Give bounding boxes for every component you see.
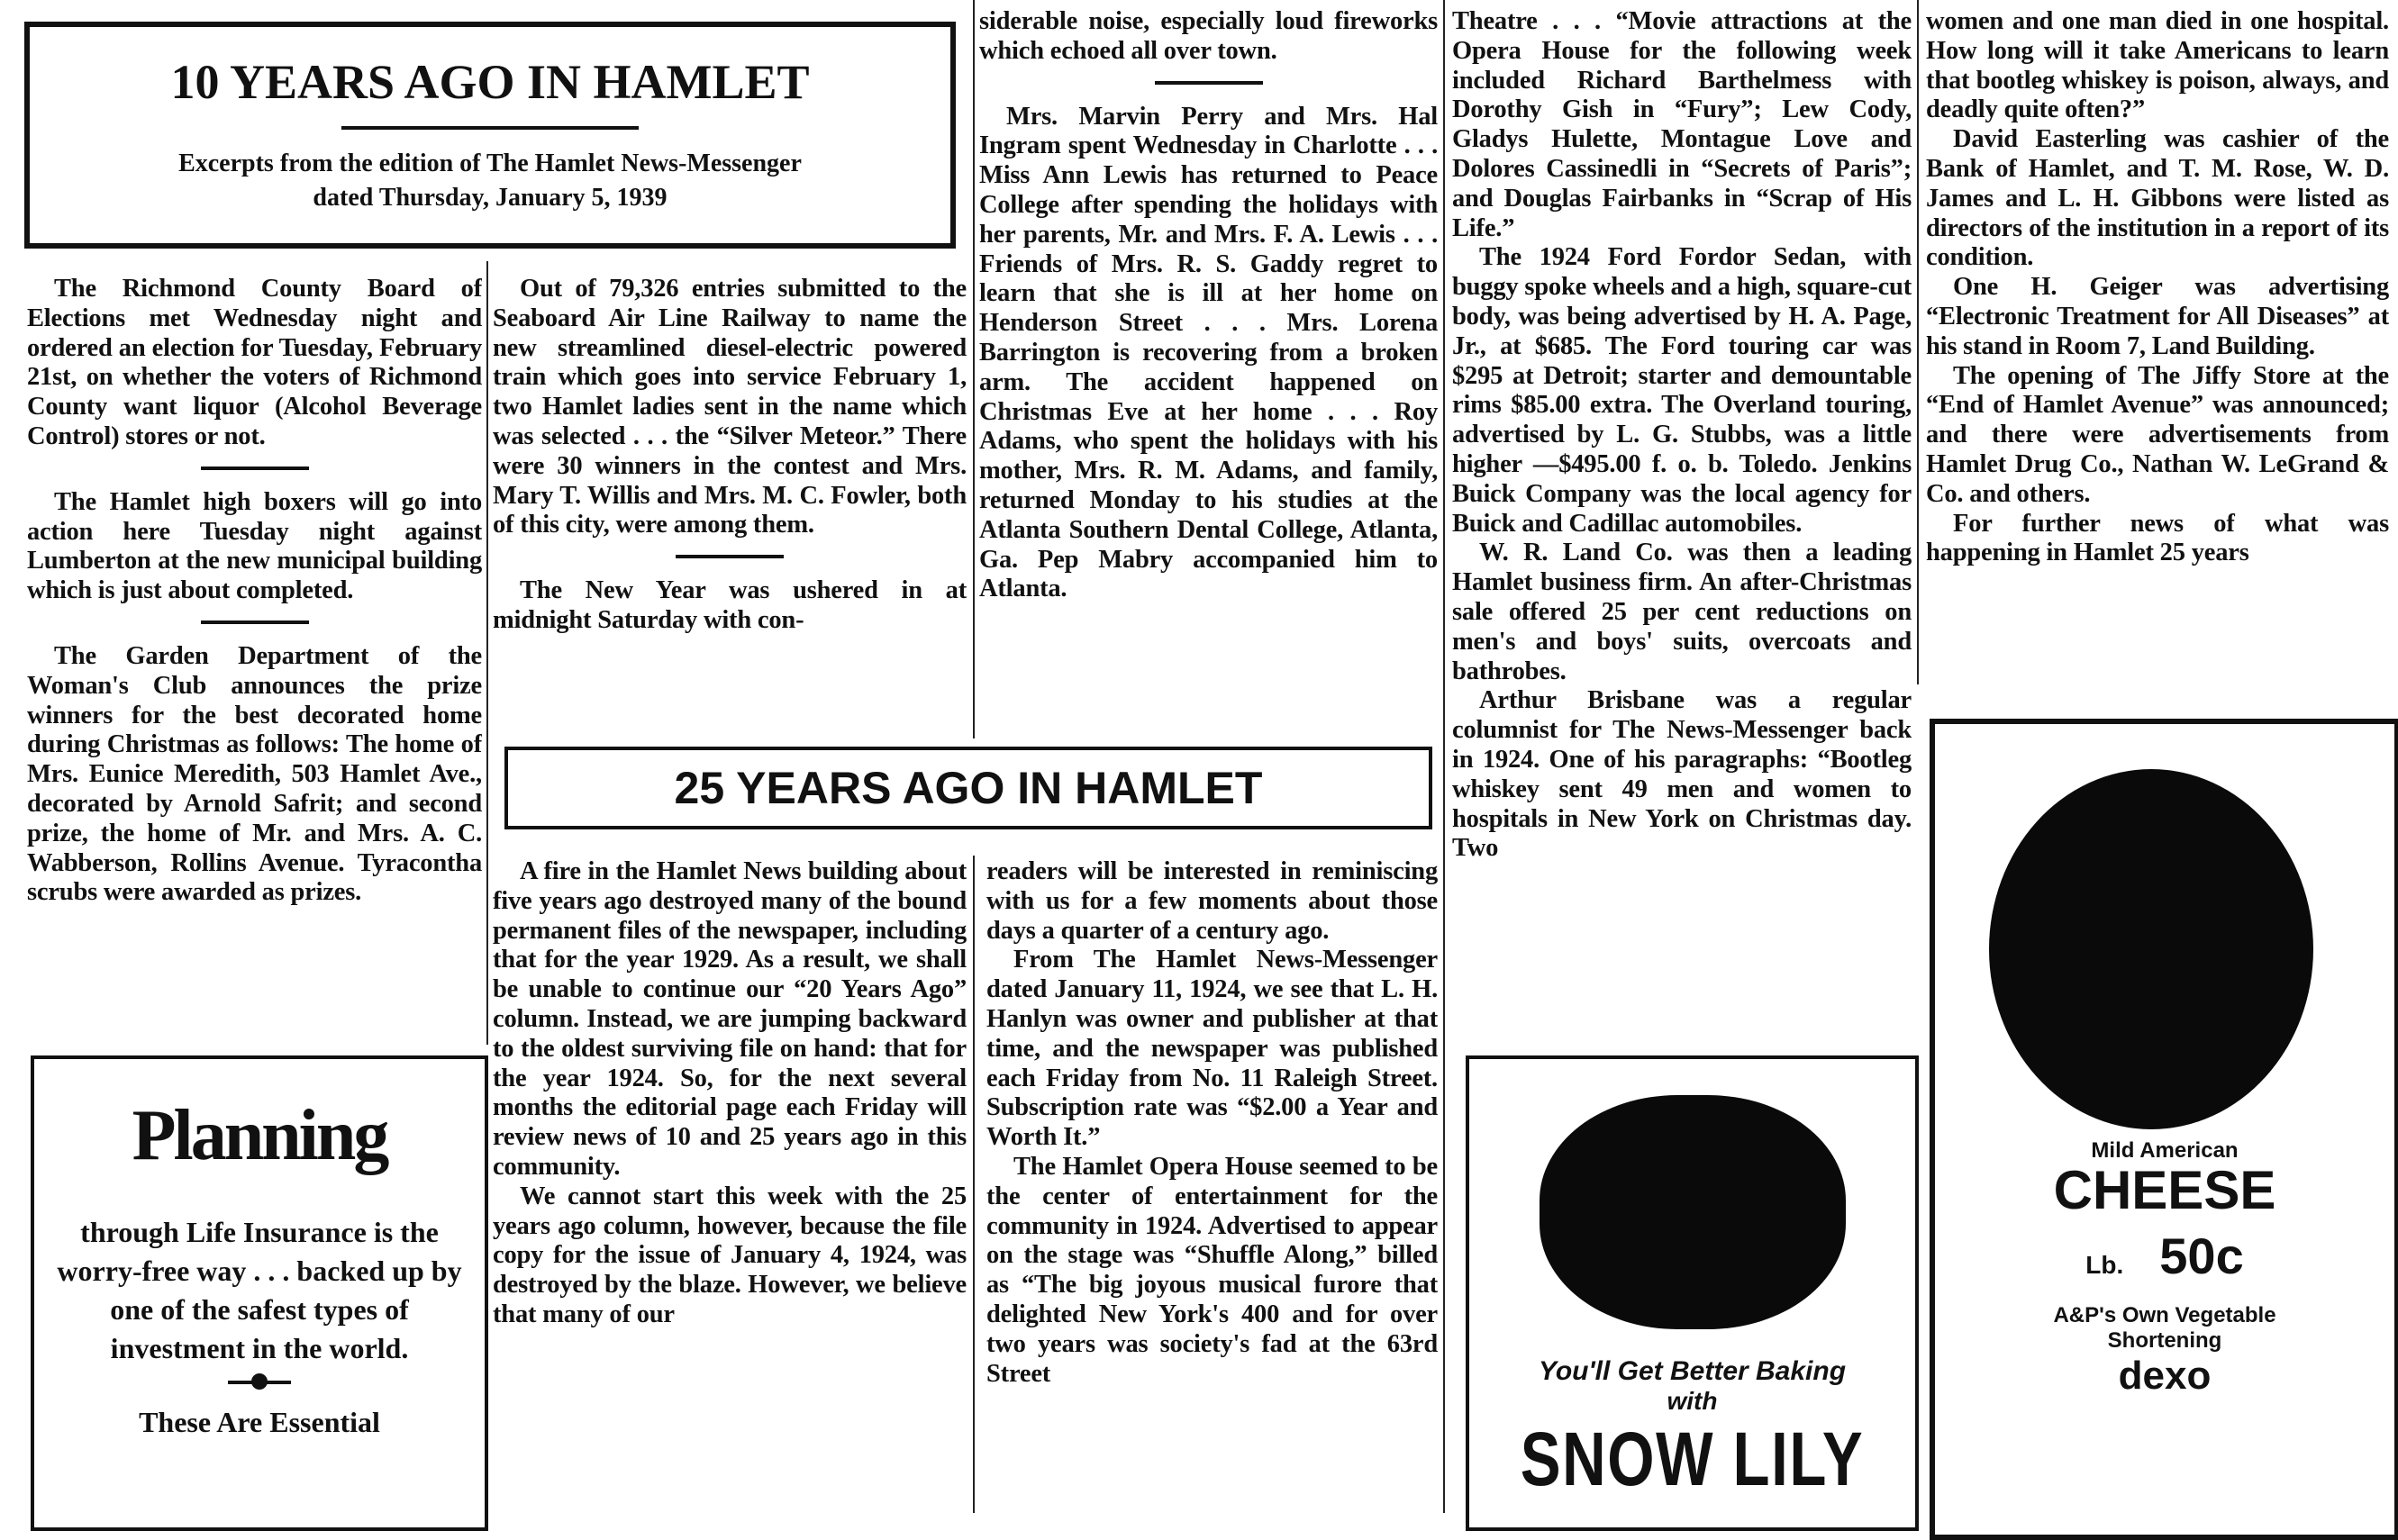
article-column-3b [986,857,1438,1513]
paragraph: readers will be interested in reminiscing with us for a few moments about those days a quarter of a century ago. [986,857,1438,945]
paragraph: For further news of what was happening in Hamlet 25 years [1926,509,2389,567]
ten-years-ago-header [24,22,956,249]
column-rule [1443,0,1445,1513]
ad-brand: dexo [2118,1354,2212,1398]
column-rule [486,261,488,1045]
divider [201,467,309,470]
ad-title: Planning [132,1096,387,1175]
paragraph: The 1924 Ford Fordor Sedan, with buggy spoke wheels and a high, square-cut body, was being advertised by H. A. Page, Jr., at $685. The Ford touring car was $295 at Detroit; starter and demountable rims $85.00 extra. The Overland touring, advertised by L. G. Stubbs, was a little higher —$495.00 f. o. b. Toledo. Jenkins Buick Company was the local agency for Buick and Cadillac automobiles. [1452,243,1912,538]
column-rule [973,0,975,738]
article-column-2b [493,857,967,1513]
paragraph: The Hamlet high boxers will go into action here Tuesday night against Lumberton at the new municipal building which is just about completed. [27,487,482,605]
cheese-ad [1930,719,2398,1540]
unit: Lb. [2085,1251,2124,1279]
article-column-4 [1452,7,1912,1002]
divider [201,621,309,624]
ad-footer: These Are Essential [139,1406,380,1438]
divider [1155,81,1263,85]
snow-lily-ad [1466,1055,1919,1531]
subtitle: Excerpts from the edition of The Hamlet News-Messenger [178,149,802,177]
article-column-1 [27,275,482,1013]
ad-ornament [228,1381,291,1384]
ad-brand: SNOW LILY [1520,1417,1865,1501]
section-title: 25 YEARS AGO IN HAMLET [674,763,1263,813]
paragraph: W. R. Land Co. was then a leading Hamlet business firm. An after-Christmas sale offered 25 per cent reductions on men's and boys' suits, overcoats and bathrobes. [1452,539,1912,685]
paragraph: We cannot start this week with the 25 years ago column, however, because the file copy for the issue of January 4, 1924, was destroyed by the blaze. However, we believe that many of our [493,1182,967,1328]
paragraph: women and one man died in one hospital. How long will it take Americans to learn that bootleg whiskey is poison, always, and deadly quite often?” [1926,7,2389,124]
divider [341,126,639,130]
life-insurance-ad [31,1055,488,1531]
dateline: dated Thursday, January 5, 1939 [313,184,668,212]
paragraph: A fire in the Hamlet News building about five years ago destroyed many of the bound permanent files of the newspaper, including that for the year 1929. As a result, we shall be unable to continue our “20 Years Ago” column. Instead, we are jumping backward to the oldest surviving file on hand: that for the year 1924. So, for the next several months the editorial page each Friday will review news of 10 and 25 years ago in this community. [493,857,967,1181]
ad-line: Mild American [2091,1138,2239,1163]
ad-body: through Life Insurance is the worry-free way . . . backed up by one of the safest types of investment in the world. [57,1216,462,1364]
twenty-five-years-ago-header [504,747,1432,829]
paragraph: One H. Geiger was advertising “Electronic Treatment for All Diseases” at his stand in Room 7, Land Building. [1926,273,2389,360]
paragraph: The Richmond County Board of Elections met Wednesday night and ordered an election for Tuesday, February 21st, on whether the voters of Richmond County want liquor (Alcohol Beverage Control) stores or not. [27,275,482,450]
article-column-5 [1926,7,2389,674]
paragraph: David Easterling was cashier of the Bank of Hamlet, and T. M. Rose, W. D. James and L. H. Gibbons were listed as directors of the institution in a report of its condition. [1926,125,2389,272]
ad-tagline: with [1667,1387,1718,1415]
flour-sack-image [1540,1095,1846,1329]
ad-product: CHEESE [2053,1160,2276,1220]
paragraph: Out of 79,326 entries submitted to the Seaboard Air Line Railway to name the new streamlined diesel-electric powered train which goes into service February 1, two Hamlet ladies sent in the name which was selected . . . the “Silver Meteor.” There were 30 winners in the contest and Mrs. Mary T. Willis and Mrs. M. C. Fowler, both of this city, were among them. [493,275,967,539]
paragraph: Arthur Brisbane was a regular columnist for The News-Messenger back in 1924. One of his paragraphs: “Bootleg whiskey sent 49 men and women to hospitals in New York on Christmas day. Two [1452,686,1912,863]
paragraph: The Hamlet Opera House seemed to be the center of entertainment for the community in 1924. Advertised to appear on the stage was “Shuffle Along,” billed as “The big joyous musical furore that delighted New York's 400 and for over two years was society's fad at the 63rd Street [986,1152,1438,1388]
paragraph: From The Hamlet News-Messenger dated January 11, 1924, we see that L. H. Hanlyn was owner and publisher at that time, and the newspaper was published each Friday from No. 11 Raleigh Street. Subscription rate was “$2.00 a Year and Worth It.” [986,946,1438,1152]
column-rule [1917,0,1919,684]
section-title: 10 YEARS AGO IN HAMLET [170,55,810,109]
paragraph: Theatre . . . “Movie attractions at the Opera House for the following week included Richard Barthelmess with Dorothy Gish in “Fury”; Lew Cody, Gladys Hulette, Montague Love and Dolores Cassinedli in “Secrets of Paris”; and Douglas Fairbanks in “Scrap of His Life.” [1452,7,1912,242]
paragraph: siderable noise, especially loud fireworks which echoed all over town. [979,7,1438,65]
paragraph: The Garden Department of the Woman's Club announces the prize winners for the best decorated home during Christmas as follows: The home of Mrs. Eunice Meredith, 503 Hamlet Ave., decorated by Arnold Safrit; and second prize, the home of Mr. and Mrs. A. C. Wabberson, Rollins Avenue. Tyracontha scrubs were awarded as prizes. [27,641,482,907]
paragraph: The opening of The Jiffy Store at the “End of Hamlet Avenue” was announced; and there were advertisements from Hamlet Drug Co., Nathan W. LeGrand & Co. and others. [1926,361,2389,508]
divider [676,555,784,558]
ad-tagline: You'll Get Better Baking [1538,1356,1847,1386]
article-column-2 [493,275,967,725]
price: 50c [2159,1227,2244,1284]
article-column-3 [979,7,1438,728]
paragraph: The New Year was ushered in at midnight Saturday with con- [493,576,967,634]
column-rule [973,856,975,1513]
paragraph: Mrs. Marvin Perry and Mrs. Hal Ingram spent Wednesday in Charlotte . . . Miss Ann Lewis has returned to Peace College after spending the holidays with her parents, Mr. and Mrs. F. A. Lewis . . . Friends of Mrs. R. S. Gaddy regret to learn that she is ill at her home on Henderson Street . . . Mrs. Lorena Barrington is recovering from a broken arm. The accident happened on Christmas Eve at her home . . . Roy Adams, who spent the holidays with his mother, Mrs. R. M. Adams, and family, returned Monday to his studies at the Atlanta Southern Dental College, Atlanta, Ga. Pep Mabry accompanied him to Atlanta. [979,102,1438,603]
cheese-image [1989,769,2313,1129]
ad-line: A&P's Own Vegetable Shortening [2053,1303,2276,1353]
price-row [1935,1227,2394,1285]
